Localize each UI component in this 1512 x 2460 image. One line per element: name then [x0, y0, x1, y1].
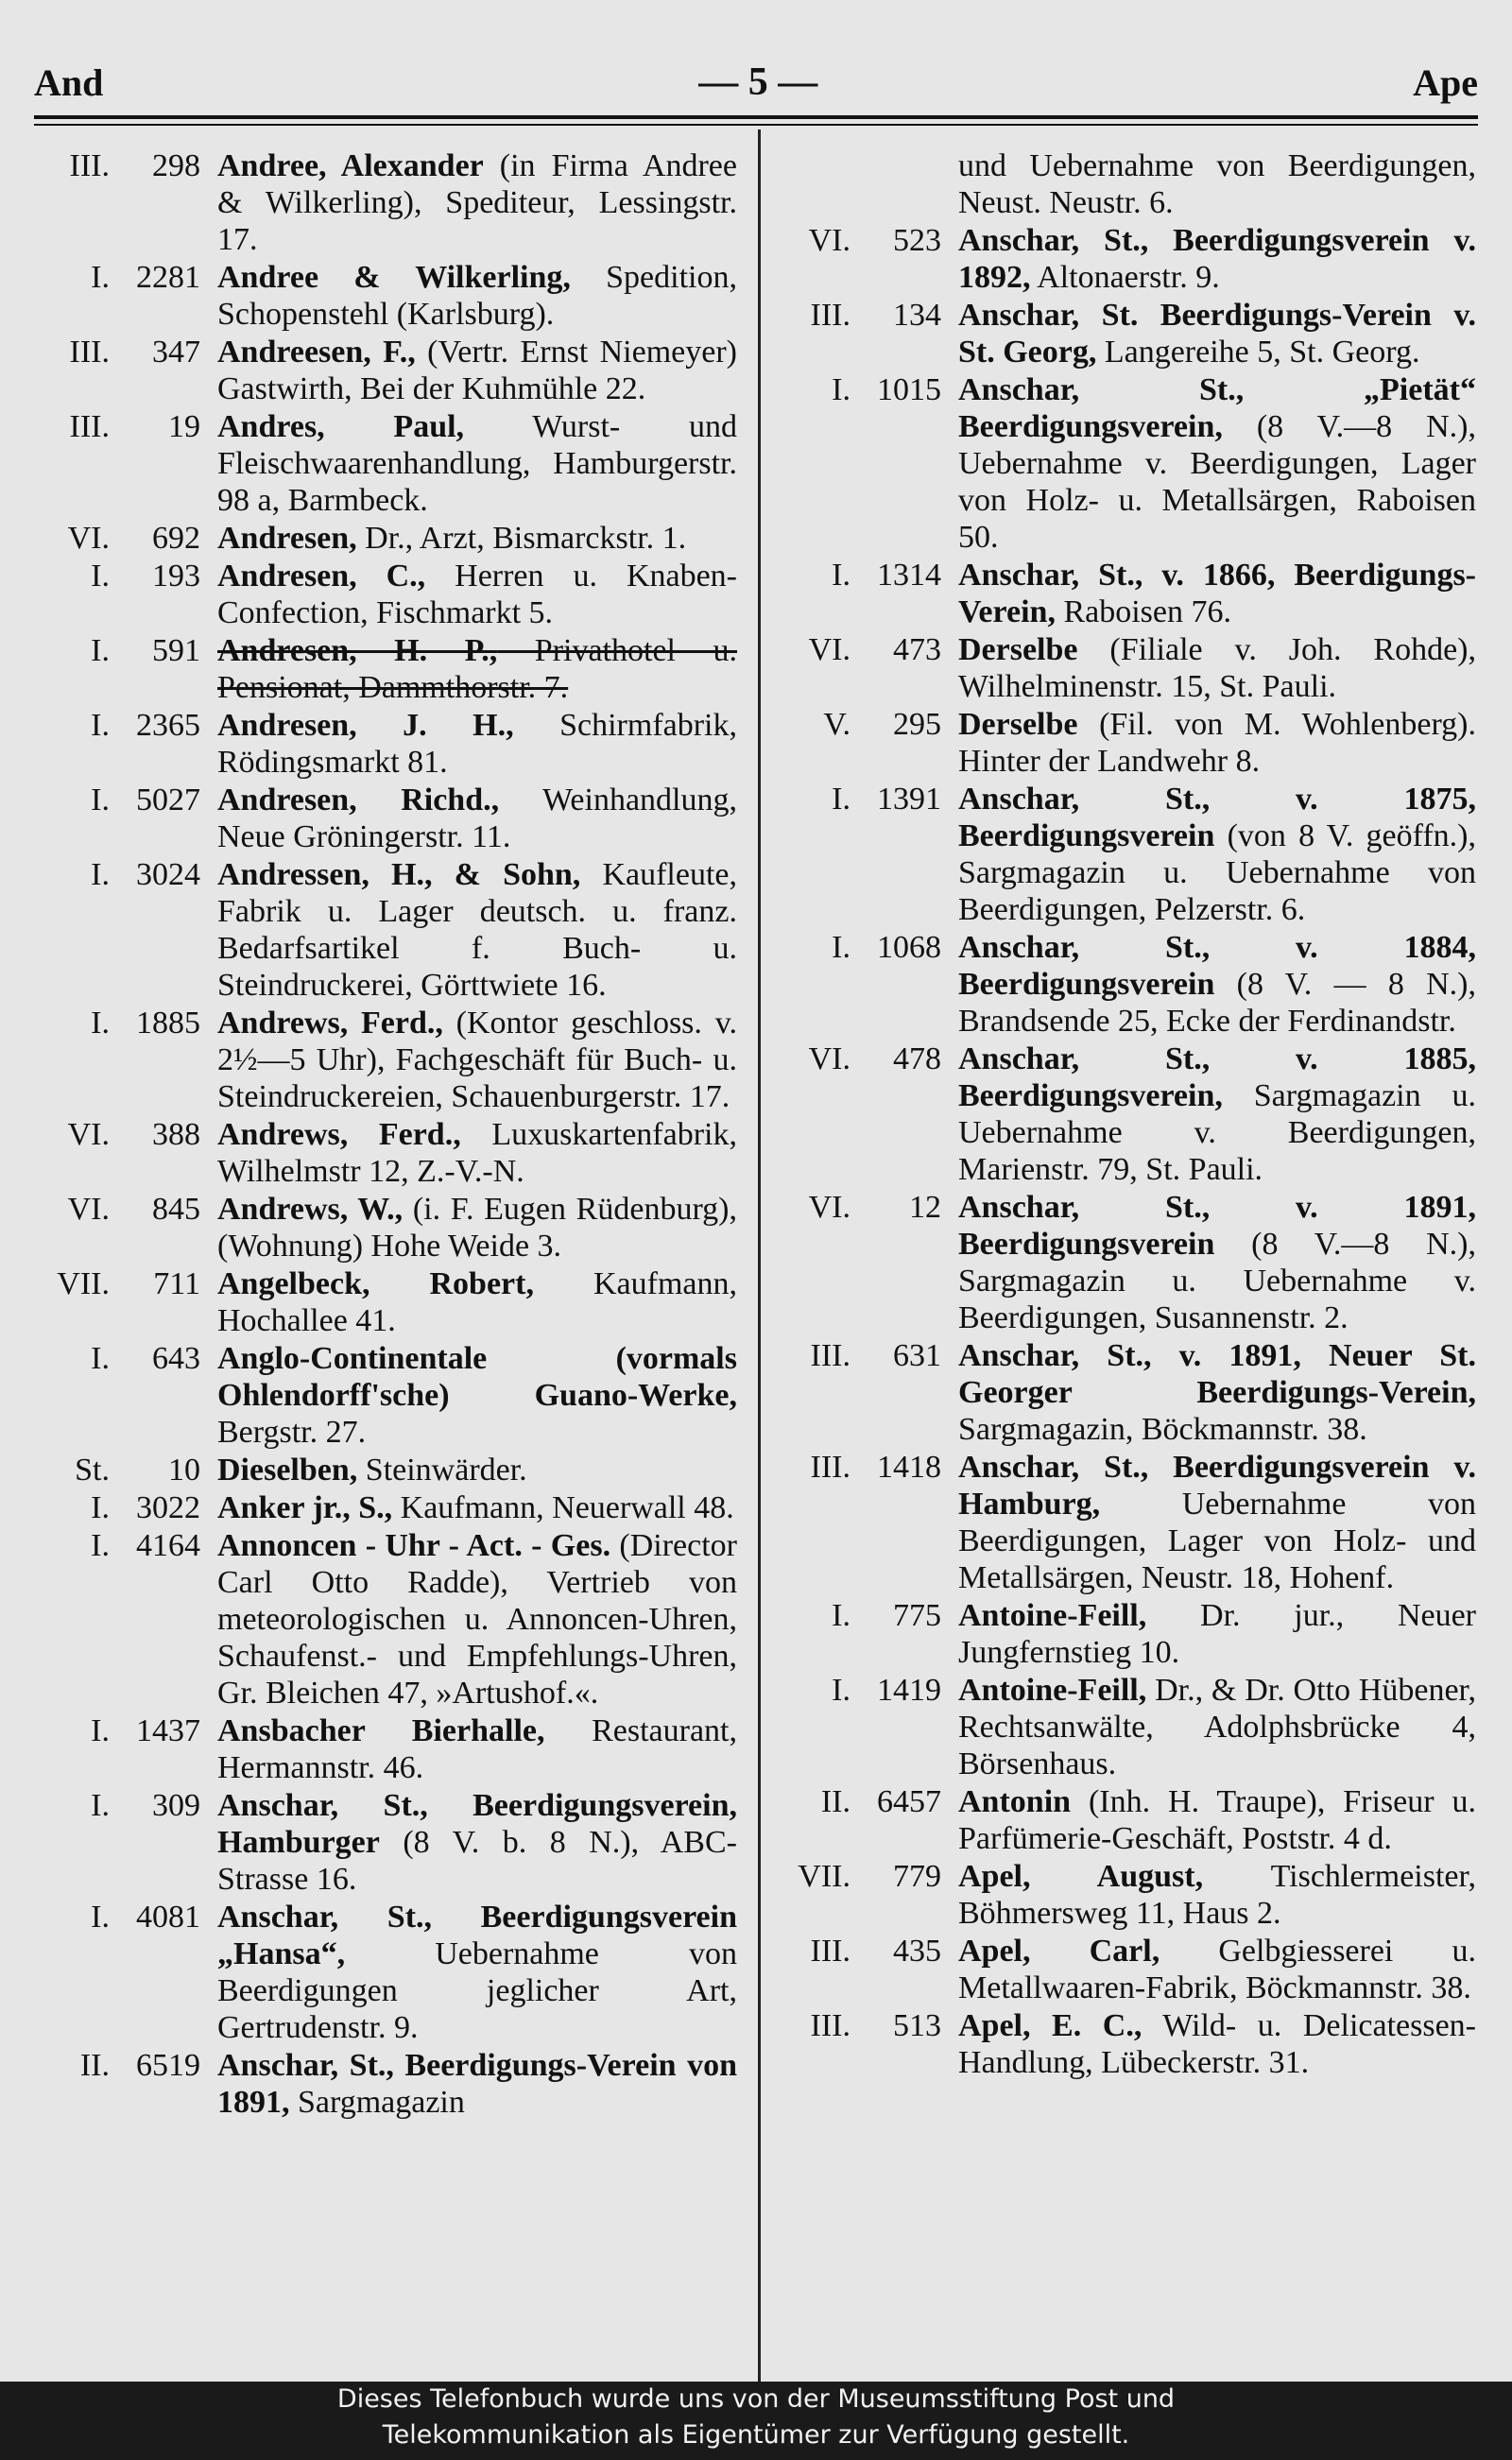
subscriber-name: Anschar, St., „Pietät“ Beerdigungsverein, [958, 372, 1476, 444]
entry-details: Tischlermeister, Böhmersweg 11, Haus 2. [958, 1859, 1476, 1931]
entry-text [958, 631, 1476, 705]
directory-entry [775, 1672, 1476, 1782]
district-code: III. [810, 2008, 850, 2043]
directory-entry [775, 222, 1476, 296]
page-header [34, 49, 1478, 115]
district-code: VI. [808, 1041, 850, 1076]
subscriber-name: Andressen, H., & Sohn, [217, 857, 581, 892]
phone-number: 2281 [136, 260, 200, 295]
directory-entry [775, 1858, 1476, 1932]
entry-text [217, 1265, 737, 1339]
directory-entry [775, 706, 1476, 780]
entry-text [958, 929, 1476, 1040]
directory-entry [34, 1191, 737, 1264]
directory-entry [34, 1340, 737, 1451]
directory-entry [775, 1449, 1476, 1596]
entry-text [217, 520, 737, 557]
directory-entry [34, 707, 737, 781]
subscriber-name: Anschar, St., v. 1891, Beerdigungsverein [958, 1190, 1476, 1262]
entry-text [217, 1340, 737, 1451]
subscriber-name: Andresen, J. H., [217, 708, 514, 743]
district-code: VI. [67, 521, 110, 556]
entry-details: (8 V. — 8 N.), Brandsende 25, Ecke der Ferdinandstr. [958, 967, 1476, 1039]
footer-line-2: Telekommunikation als Eigentümer zur Verfügung gestellt. [382, 2420, 1130, 2450]
entry-details: Sargmagazin [289, 2085, 465, 2120]
entry-details: (Filiale v. Joh. Rohde), Wilhelminenstr. 15, St. Pauli. [958, 632, 1476, 704]
phone-number: 1437 [136, 1713, 200, 1748]
district-code: III. [69, 409, 110, 444]
district-code: I. [91, 1788, 110, 1823]
right-column [775, 147, 1476, 2082]
entry-text [217, 856, 737, 1004]
directory-entry [775, 781, 1476, 928]
entry-text [217, 408, 737, 519]
entry-details: Langereihe 5, St. Georg. [1096, 335, 1420, 370]
directory-entry [34, 1005, 737, 1115]
entry-details: Weinhandlung, Neue Gröningerstr. 11. [217, 783, 737, 854]
entry-details: (in Firma Andree & Wilkerling), Spediteur, Lessingstr. 17. [217, 148, 737, 257]
phone-number: 478 [893, 1041, 941, 1076]
directory-entry [34, 632, 737, 706]
directory-entry [34, 408, 737, 519]
district-code: I. [91, 783, 110, 817]
entry-details: Dr. jur., Neuer Jungfernstieg 10. [958, 1598, 1476, 1670]
entry-text [217, 147, 737, 258]
subscriber-name: Dieselben, [217, 1453, 358, 1488]
district-code: III. [810, 1450, 850, 1485]
district-code: III. [69, 335, 110, 370]
footer-notice [0, 2382, 1512, 2460]
entry-text [958, 781, 1476, 928]
phone-number: 1885 [136, 1006, 200, 1041]
phone-number: 513 [893, 2008, 941, 2043]
entry-text [217, 1787, 737, 1898]
district-code: I. [91, 708, 110, 743]
header-rule-thin [34, 124, 1478, 126]
phone-number: 845 [152, 1192, 200, 1227]
phone-number: 19 [168, 409, 200, 444]
entry-details: Sargmagazin u. Uebernahme v. Beerdigungen, Marienstr. 79, St. Pauli. [958, 1078, 1476, 1187]
district-code: I. [832, 782, 850, 817]
subscriber-name: Andrews, W., [217, 1192, 404, 1227]
entry-details: Kaufleute, Fabrik u. Lager deutsch. u. franz. Bedarfsartikel f. Buch- u. Steindruckerei, Görttwiete 16. [217, 857, 737, 1003]
directory-entry [775, 557, 1476, 630]
directory-entry [34, 1527, 737, 1712]
subscriber-name: Anschar, St., v. 1885, Beerdigungsverein, [958, 1041, 1476, 1113]
phone-number: 309 [152, 1788, 200, 1823]
subscriber-name: Anschar, St. Beerdigungs-Verein v. St. Georg, [958, 298, 1476, 370]
district-code: I. [91, 1006, 110, 1041]
entry-text [958, 1597, 1476, 1671]
directory-entry [775, 929, 1476, 1040]
district-code: St. [75, 1453, 110, 1488]
entry-text [217, 1116, 737, 1190]
district-code: II. [820, 1784, 850, 1819]
district-code: VII. [798, 1859, 850, 1894]
entry-details: Bergstr. 27. [217, 1415, 367, 1450]
subscriber-name: Anker jr., S., [217, 1490, 393, 1525]
entry-text [217, 1191, 737, 1264]
entry-text [217, 259, 737, 333]
entry-details: Wurst- und Fleischwaarenhandlung, Hamburgerstr. 98 a, Barmbeck. [217, 409, 738, 518]
phone-number: 295 [893, 707, 941, 742]
subscriber-name: Angelbeck, Robert, [217, 1266, 534, 1301]
phone-number: 1314 [877, 558, 941, 593]
phone-number: 3024 [136, 857, 200, 892]
district-code: VII. [57, 1266, 110, 1301]
entry-details: Luxuskartenfabrik, Wilhelmstr 12, Z.-V.-N. [217, 1117, 737, 1189]
district-code: VI. [808, 632, 850, 667]
entry-text [217, 558, 737, 631]
subscriber-name: Anschar, St., Beerdigungsverein, Hamburger [217, 1788, 737, 1860]
subscriber-name: Andreesen, F., [217, 335, 416, 370]
subscriber-name: Andree & Wilkerling, [217, 260, 571, 295]
subscriber-name: Andres, Paul, [217, 409, 465, 444]
phone-number: 435 [893, 1934, 941, 1969]
footer-line-1: Dieses Telefonbuch wurde uns von der Museumsstiftung Post und [336, 2384, 1176, 2414]
entry-text [958, 222, 1476, 296]
subscriber-name: Apel, E. C., [958, 2008, 1143, 2043]
directory-entry [34, 856, 737, 1004]
entry-text [958, 1783, 1476, 1857]
directory-entry [34, 1899, 737, 2046]
header-left-keyword: And [34, 60, 104, 104]
entry-details: Steinwärder. [357, 1453, 527, 1488]
subscriber-name: Anschar, St., v. 1891, Neuer St. Georger Beerdigungs-Verein, [958, 1338, 1476, 1410]
district-code: III. [810, 1934, 850, 1969]
entry-text [958, 1189, 1476, 1336]
directory-entry [775, 1189, 1476, 1336]
district-code: I. [91, 1900, 110, 1935]
phone-number: 3022 [136, 1490, 200, 1525]
directory-entry [34, 147, 737, 258]
district-code: I. [91, 633, 110, 668]
directory-entry [775, 371, 1476, 556]
entry-details: Sargmagazin, Böckmannstr. 38. [958, 1412, 1367, 1447]
phone-number: 134 [893, 298, 941, 333]
entry-text [217, 1899, 737, 2046]
district-code: I. [832, 558, 850, 593]
entry-details: Wild- u. Delicatessen-Handlung, Lübeckerstr. 31. [958, 2008, 1476, 2080]
directory-entry [34, 1116, 737, 1190]
entry-details: Schirmfabrik, Rödingsmarkt 81. [217, 708, 737, 780]
district-code: VI. [67, 1117, 110, 1152]
directory-entry [775, 1933, 1476, 2006]
entry-text [217, 334, 737, 407]
subscriber-name: Annoncen - Uhr - Act. - Ges. [217, 1528, 611, 1563]
header-rule [34, 115, 1478, 119]
phone-number: 775 [893, 1598, 941, 1633]
entry-details: (von 8 V. geöffn.), Sargmagazin u. Uebernahme von Beerdigungen, Pelzerstr. 6. [958, 818, 1476, 927]
subscriber-name: Derselbe [958, 632, 1078, 667]
subscriber-name: Derselbe [958, 707, 1078, 742]
entry-details: Kaufmann, Hochallee 41. [217, 1266, 737, 1338]
entry-text [217, 1452, 737, 1488]
district-code: I. [832, 372, 850, 407]
directory-entry [34, 558, 737, 631]
directory-entry [775, 1597, 1476, 1671]
entry-text [958, 1933, 1476, 2006]
subscriber-name: Andresen, Richd., [217, 783, 500, 817]
entry-details: (Fil. von M. Wohlenberg). Hinter der Landwehr 8. [958, 707, 1476, 779]
phone-number: 4164 [136, 1528, 200, 1563]
directory-entry [34, 334, 737, 407]
entry-details: Gelbgiesserei u. Metallwaaren-Fabrik, Böckmannstr. 38. [958, 1934, 1476, 2005]
subscriber-name: Anglo-Continentale (vormals Ohlendorff'sche) Guano-Werke, [217, 1341, 737, 1413]
directory-entry [775, 1783, 1476, 1857]
entry-details: Privathotel u. Pensionat, Dammthorstr. 7. [217, 633, 737, 705]
subscriber-name: Andresen, C., [217, 559, 426, 593]
phone-number: 591 [152, 633, 200, 668]
directory-entry [34, 1787, 737, 1898]
directory-entry [775, 297, 1476, 370]
entry-text [217, 782, 737, 855]
subscriber-name: Apel, August, [958, 1859, 1204, 1894]
directory-entry [34, 259, 737, 333]
header-right-keyword: Ape [1413, 60, 1478, 104]
district-code: V. [823, 707, 850, 742]
entry-details: Restaurant, Hermannstr. 46. [217, 1713, 737, 1785]
directory-entry [775, 147, 1476, 221]
phone-number: 1015 [877, 372, 941, 407]
district-code: VI. [808, 223, 850, 258]
entry-text [958, 297, 1476, 370]
column-divider [758, 129, 761, 2382]
phone-number: 388 [152, 1117, 200, 1152]
subscriber-name: Anschar, St., Beerdigungsverein „Hansa“, [217, 1900, 737, 1971]
district-code: I. [91, 559, 110, 593]
phone-number: 1068 [877, 930, 941, 965]
phone-number: 711 [153, 1266, 200, 1301]
district-code: I. [832, 930, 850, 965]
entry-text [958, 706, 1476, 780]
entry-details: (Kontor geschloss. v. 2½—5 Uhr), Fachgeschäft für Buch- u. Steindruckereien, Schauenburgerstr. 17. [217, 1006, 737, 1114]
phone-number: 4081 [136, 1900, 200, 1935]
entry-text [217, 1527, 737, 1712]
phone-number: 12 [909, 1190, 941, 1225]
entry-text [217, 1005, 737, 1115]
entry-details: Kaufmann, Neuerwall 48. [392, 1490, 734, 1525]
subscriber-name: Ansbacher Bierhalle, [217, 1713, 545, 1748]
subscriber-name: Andree, Alexander [217, 148, 484, 183]
directory-entry [775, 631, 1476, 705]
directory-entry [775, 2007, 1476, 2081]
directory-entry [34, 520, 737, 557]
directory-entry [775, 1337, 1476, 1448]
subscriber-name: Antonin [958, 1784, 1072, 1819]
entry-details: (8 V. b. 8 N.), ABC-Strasse 16. [217, 1825, 737, 1897]
phone-number: 473 [893, 632, 941, 667]
subscriber-name: Anschar, St., v. 1884, Beerdigungsverein [958, 930, 1476, 1002]
subscriber-name: Andresen, [217, 521, 357, 556]
left-column [34, 147, 737, 2122]
page-number: — 5 — [698, 60, 818, 104]
phone-number: 298 [152, 148, 200, 183]
phone-number: 2365 [136, 708, 200, 743]
entry-details: Spedition, Schopenstehl (Karlsburg). [217, 260, 737, 332]
phone-number: 193 [152, 559, 200, 593]
district-code: VI. [67, 1192, 110, 1227]
directory-entry [775, 1041, 1476, 1188]
phone-number: 631 [893, 1338, 941, 1373]
subscriber-name: Anschar, St., v. 1875, Beerdigungsverein [958, 782, 1476, 853]
phone-number: 523 [893, 223, 941, 258]
subscriber-name: Andrews, Ferd., [217, 1006, 443, 1041]
entry-text [217, 1489, 737, 1526]
entry-text [958, 2007, 1476, 2081]
district-code: I. [91, 1341, 110, 1376]
district-code: III. [810, 298, 850, 333]
entry-details: Altonaerstr. 9. [1030, 260, 1220, 295]
directory-entry [34, 782, 737, 855]
subscriber-name: Antoine-Feill, [958, 1598, 1147, 1633]
phone-number: 10 [168, 1453, 200, 1488]
entry-details: Dr., Arzt, Bismarckstr. 1. [356, 521, 687, 556]
entry-text [217, 1712, 737, 1786]
directory-entry [34, 1265, 737, 1339]
district-code: II. [79, 2048, 110, 2083]
phone-number: 1418 [877, 1450, 941, 1485]
subscriber-name: Andresen, H. P., [217, 633, 498, 668]
district-code: I. [91, 857, 110, 892]
entry-text [958, 557, 1476, 630]
directory-entry [34, 2047, 737, 2121]
entry-text [958, 147, 1476, 221]
entry-details: Herren u. Knaben-Confection, Fischmarkt 5. [217, 559, 737, 630]
entry-text [217, 707, 737, 781]
entry-details: Uebernahme von Beerdigungen jeglicher Art, Gertrudenstr. 9. [217, 1936, 737, 2045]
subscriber-name: Anschar, St., Beerdigungs-Verein von 1891, [217, 2048, 737, 2120]
entry-text [217, 632, 737, 706]
entry-details: (8 V.—8 N.), Uebernahme v. Beerdigungen, Lager von Holz- u. Metallsärgen, Raboisen 50. [958, 409, 1476, 555]
directory-entry [34, 1452, 737, 1488]
district-code: I. [832, 1598, 850, 1633]
directory-entry [34, 1712, 737, 1786]
district-code: I. [91, 1713, 110, 1748]
entry-text [958, 1672, 1476, 1782]
phone-number: 6457 [877, 1784, 941, 1819]
subscriber-name: Apel, Carl, [958, 1934, 1160, 1969]
entry-details: (i. F. Eugen Rüdenburg), (Wohnung) Hohe Weide 3. [217, 1192, 737, 1264]
district-code: III. [69, 148, 110, 183]
directory-entry [34, 1489, 737, 1526]
subscriber-name: Anschar, St., Beerdigungsverein v. 1892, [958, 223, 1476, 295]
district-code: I. [832, 1673, 850, 1708]
district-code: I. [91, 1528, 110, 1563]
entry-details: (8 V.—8 N.), Sargmagazin u. Uebernahme v. Beerdigungen, Susannenstr. 2. [958, 1227, 1476, 1335]
entry-text [958, 371, 1476, 556]
district-code: VI. [808, 1190, 850, 1225]
phone-number: 6519 [136, 2048, 200, 2083]
entry-text [958, 1041, 1476, 1188]
entry-text [217, 2047, 737, 2121]
district-code: III. [810, 1338, 850, 1373]
phone-number: 692 [152, 521, 200, 556]
phone-number: 779 [893, 1859, 941, 1894]
entry-details: und Uebernahme von Beerdigungen, Neust. Neustr. 6. [958, 148, 1476, 220]
phone-number: 5027 [136, 783, 200, 817]
phone-number: 347 [152, 335, 200, 370]
entry-details: Uebernahme von Beerdigungen, Lager von Holz- und Metallsärgen, Neustr. 18, Hohenf. [958, 1487, 1476, 1595]
district-code: I. [91, 260, 110, 295]
phone-number: 1391 [877, 782, 941, 817]
subscriber-name: Andrews, Ferd., [217, 1117, 461, 1152]
entry-details: (Vertr. Ernst Niemeyer) Gastwirth, Bei der Kuhmühle 22. [217, 335, 737, 406]
subscriber-name: Anschar, St., v. 1866, Beerdigungs-Verein, [958, 558, 1476, 629]
entry-text [958, 1858, 1476, 1932]
entry-details: Dr., & Dr. Otto Hübener, Rechtsanwälte, Adolphsbrücke 4, Börsenhaus. [958, 1673, 1476, 1781]
entry-details: Raboisen 76. [1055, 594, 1231, 629]
phone-number: 643 [152, 1341, 200, 1376]
entry-details: (Inh. H. Traupe), Friseur u. Parfümerie-Geschäft, Poststr. 4 d. [958, 1784, 1476, 1856]
subscriber-name: Anschar, St., Beerdigungsverein v. Hamburg, [958, 1450, 1476, 1522]
entry-details: (Director Carl Otto Radde), Vertrieb von meteorologischen u. Annoncen-Uhren, Schaufenst.- und Empfehlungs-Uhren, Gr. Bleichen 47, »Artushof.«. [217, 1528, 737, 1711]
phone-number: 1419 [877, 1673, 941, 1708]
entry-text [958, 1337, 1476, 1448]
entry-text [958, 1449, 1476, 1596]
district-code: I. [91, 1490, 110, 1525]
subscriber-name: Antoine-Feill, [958, 1673, 1147, 1708]
